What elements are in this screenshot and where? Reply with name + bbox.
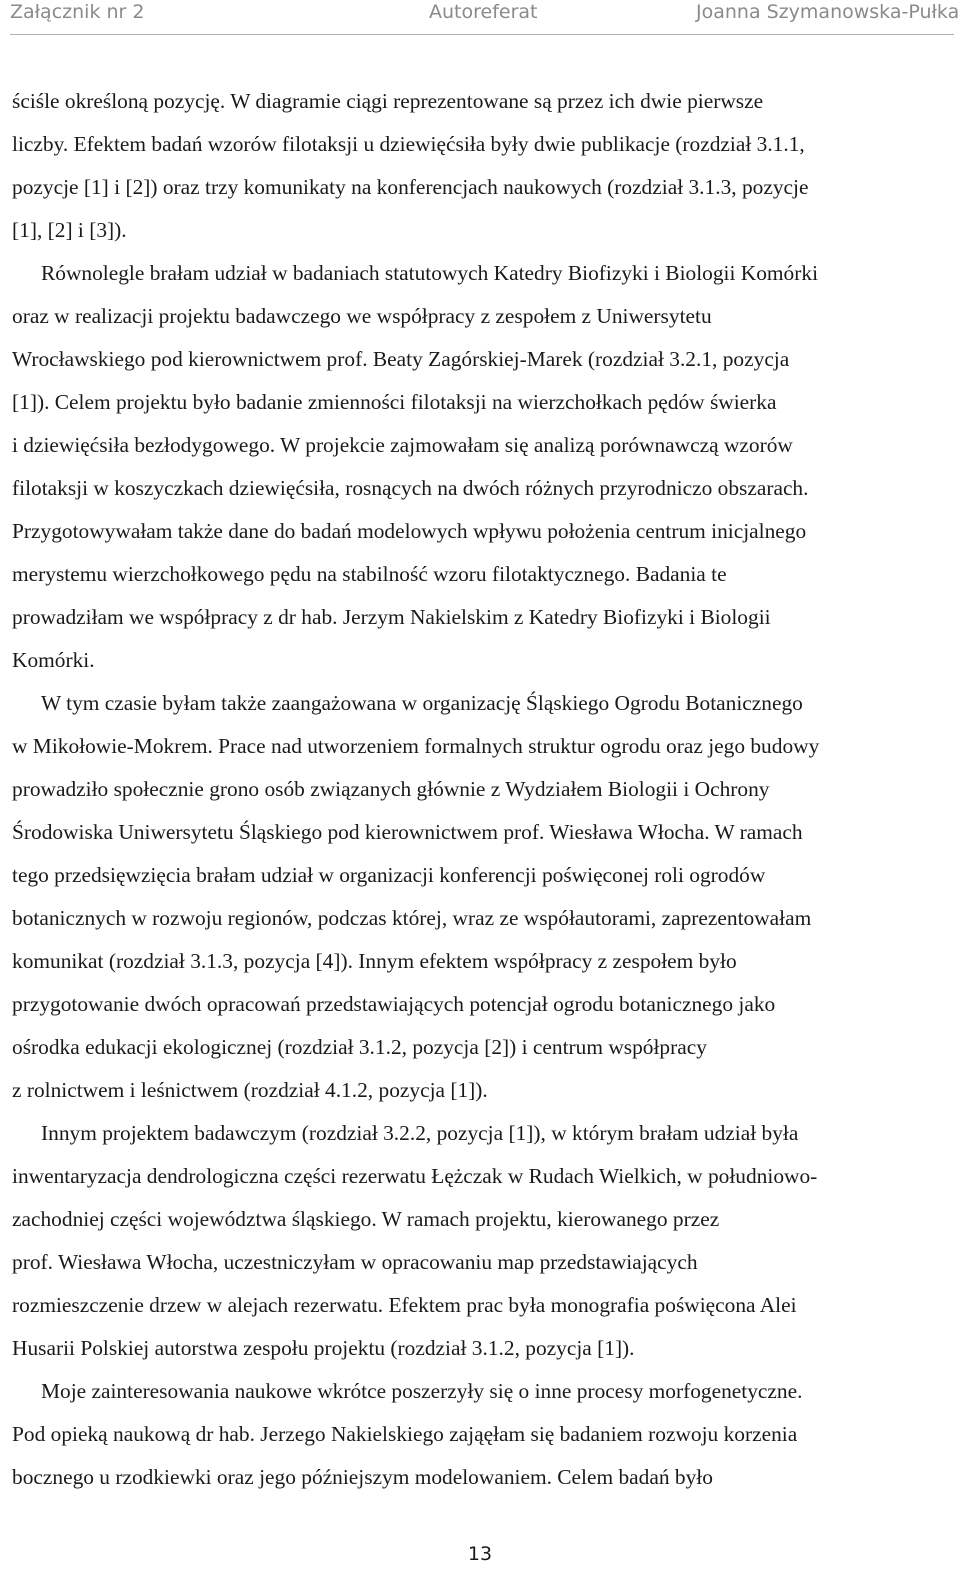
header-author-name: Joanna Szymanowska-Pułka [696,1,960,23]
header-document-title: Autoreferat [429,1,538,23]
text-line: [1], [2] i [3]). [12,218,127,242]
document-body [12,80,958,1499]
text-line: merystemu wierzchołkowego pędu na stabilność wzoru filotaktycznego. Badania te [12,562,727,586]
text-line: i dziewięćsiła bezłodygowego. W projekcie zajmowałam się analizą porównawczą wzorów [12,433,793,457]
text-line: W tym czasie byłam także zaangażowana w organizację Śląskiego Ogrodu Botanicznego [41,691,803,715]
running-header [0,0,960,36]
text-line: przygotowanie dwóch opracowań przedstawiających potencjał ogrodu botanicznego jako [12,992,776,1016]
header-attachment-label: Załącznik nr 2 [10,1,145,23]
text-line: w Mikołowie-Mokrem. Prace nad utworzeniem formalnych struktur ogrodu oraz jego budowy [12,734,820,758]
text-line: Innym projektem badawczym (rozdział 3.2.2, pozycja [1]), w którym brałam udział była [41,1121,799,1145]
paragraph-botanical-garden [12,682,958,1112]
paragraph-morphogenetic-interests [12,1370,958,1499]
text-line: filotaksji w koszyczkach dziewięćsiła, rosnących na dwóch różnych przyrodniczo obszarach. [12,476,809,500]
text-line: bocznego u rzodkiewki oraz jego późniejszym modelowaniem. Celem badań było [12,1465,713,1489]
text-line: ośrodka edukacji ekologicznej (rozdział 3.1.2, pozycja [2]) i centrum współpracy [12,1035,707,1059]
header-divider [10,34,954,35]
text-line: [1]). Celem projektu było badanie zmienności filotaksji na wierzchołkach pędów świerka [12,390,777,414]
text-line: komunikat (rozdział 3.1.3, pozycja [4]). Innym efektem współpracy z zespołem było [12,949,737,973]
text-line: z rolnictwem i leśnictwem (rozdział 4.1.2, pozycja [1]). [12,1078,488,1102]
text-line: pozycje [1] i [2]) oraz trzy komunikaty na konferencjach naukowych (rozdział 3.1.3, pozycje [12,175,809,199]
text-line: ściśle określoną pozycję. W diagramie ciągi reprezentowane są przez ich dwie pierwsze [12,89,764,113]
text-line: Pod opieką naukową dr hab. Jerzego Nakielskiego zająęłam się badaniem rozwoju korzenia [12,1422,798,1446]
text-line: prowadziło społecznie grono osób związanych głównie z Wydziałem Biologii i Ochrony [12,777,770,801]
text-line: Przygotowywałam także dane do badań modelowych wpływu położenia centrum inicjalnego [12,519,807,543]
text-line: rozmieszczenie drzew w alejach rezerwatu. Efektem prac była monografia poświęcona Alei [12,1293,797,1317]
text-line: botanicznych w rozwoju regionów, podczas której, wraz ze współautorami, zaprezentowałam [12,906,812,930]
paragraph-filotaksja-continuation [12,80,958,252]
page-number: 13 [467,1543,493,1565]
text-line: Równolegle brałam udział w badaniach statutowych Katedry Biofizyki i Biologii Komórki [41,261,819,285]
text-line: prowadziłam we współpracy z dr hab. Jerzym Nakielskim z Katedry Biofizyki i Biologii [12,605,771,629]
text-line: oraz w realizacji projektu badawczego we współpracy z zespołem z Uniwersytetu [12,304,712,328]
text-line: Husarii Polskiej autorstwa zespołu projektu (rozdział 3.1.2, pozycja [1]). [12,1336,635,1360]
paragraph-dendrological-inventory [12,1112,958,1370]
text-line: prof. Wiesława Włocha, uczestniczyłam w opracowaniu map przedstawiających [12,1250,698,1274]
text-line: Komórki. [12,648,95,672]
text-line: Wrocławskiego pod kierownictwem prof. Beaty Zagórskiej-Marek (rozdział 3.2.1, pozycja [12,347,790,371]
text-line: Moje zainteresowania naukowe wkrótce poszerzyły się o inne procesy morfogenetyczne. [41,1379,803,1403]
text-line: Środowiska Uniwersytetu Śląskiego pod kierownictwem prof. Wiesława Włocha. W ramach [12,820,803,844]
text-line: liczby. Efektem badań wzorów filotaksji u dziewięćsiła były dwie publikacje (rozdział 3.1.1, [12,132,805,156]
text-line: tego przedsięwzięcia brałam udział w organizacji konferencji poświęconej roli ogrodów [12,863,766,887]
text-line: zachodniej części województwa śląskiego. W ramach projektu, kierowanego przez [12,1207,720,1231]
text-line: inwentaryzacja dendrologiczna części rezerwatu Łężczak w Rudach Wielkich, w południowo- [12,1164,818,1188]
paragraph-research-projects [12,252,958,682]
